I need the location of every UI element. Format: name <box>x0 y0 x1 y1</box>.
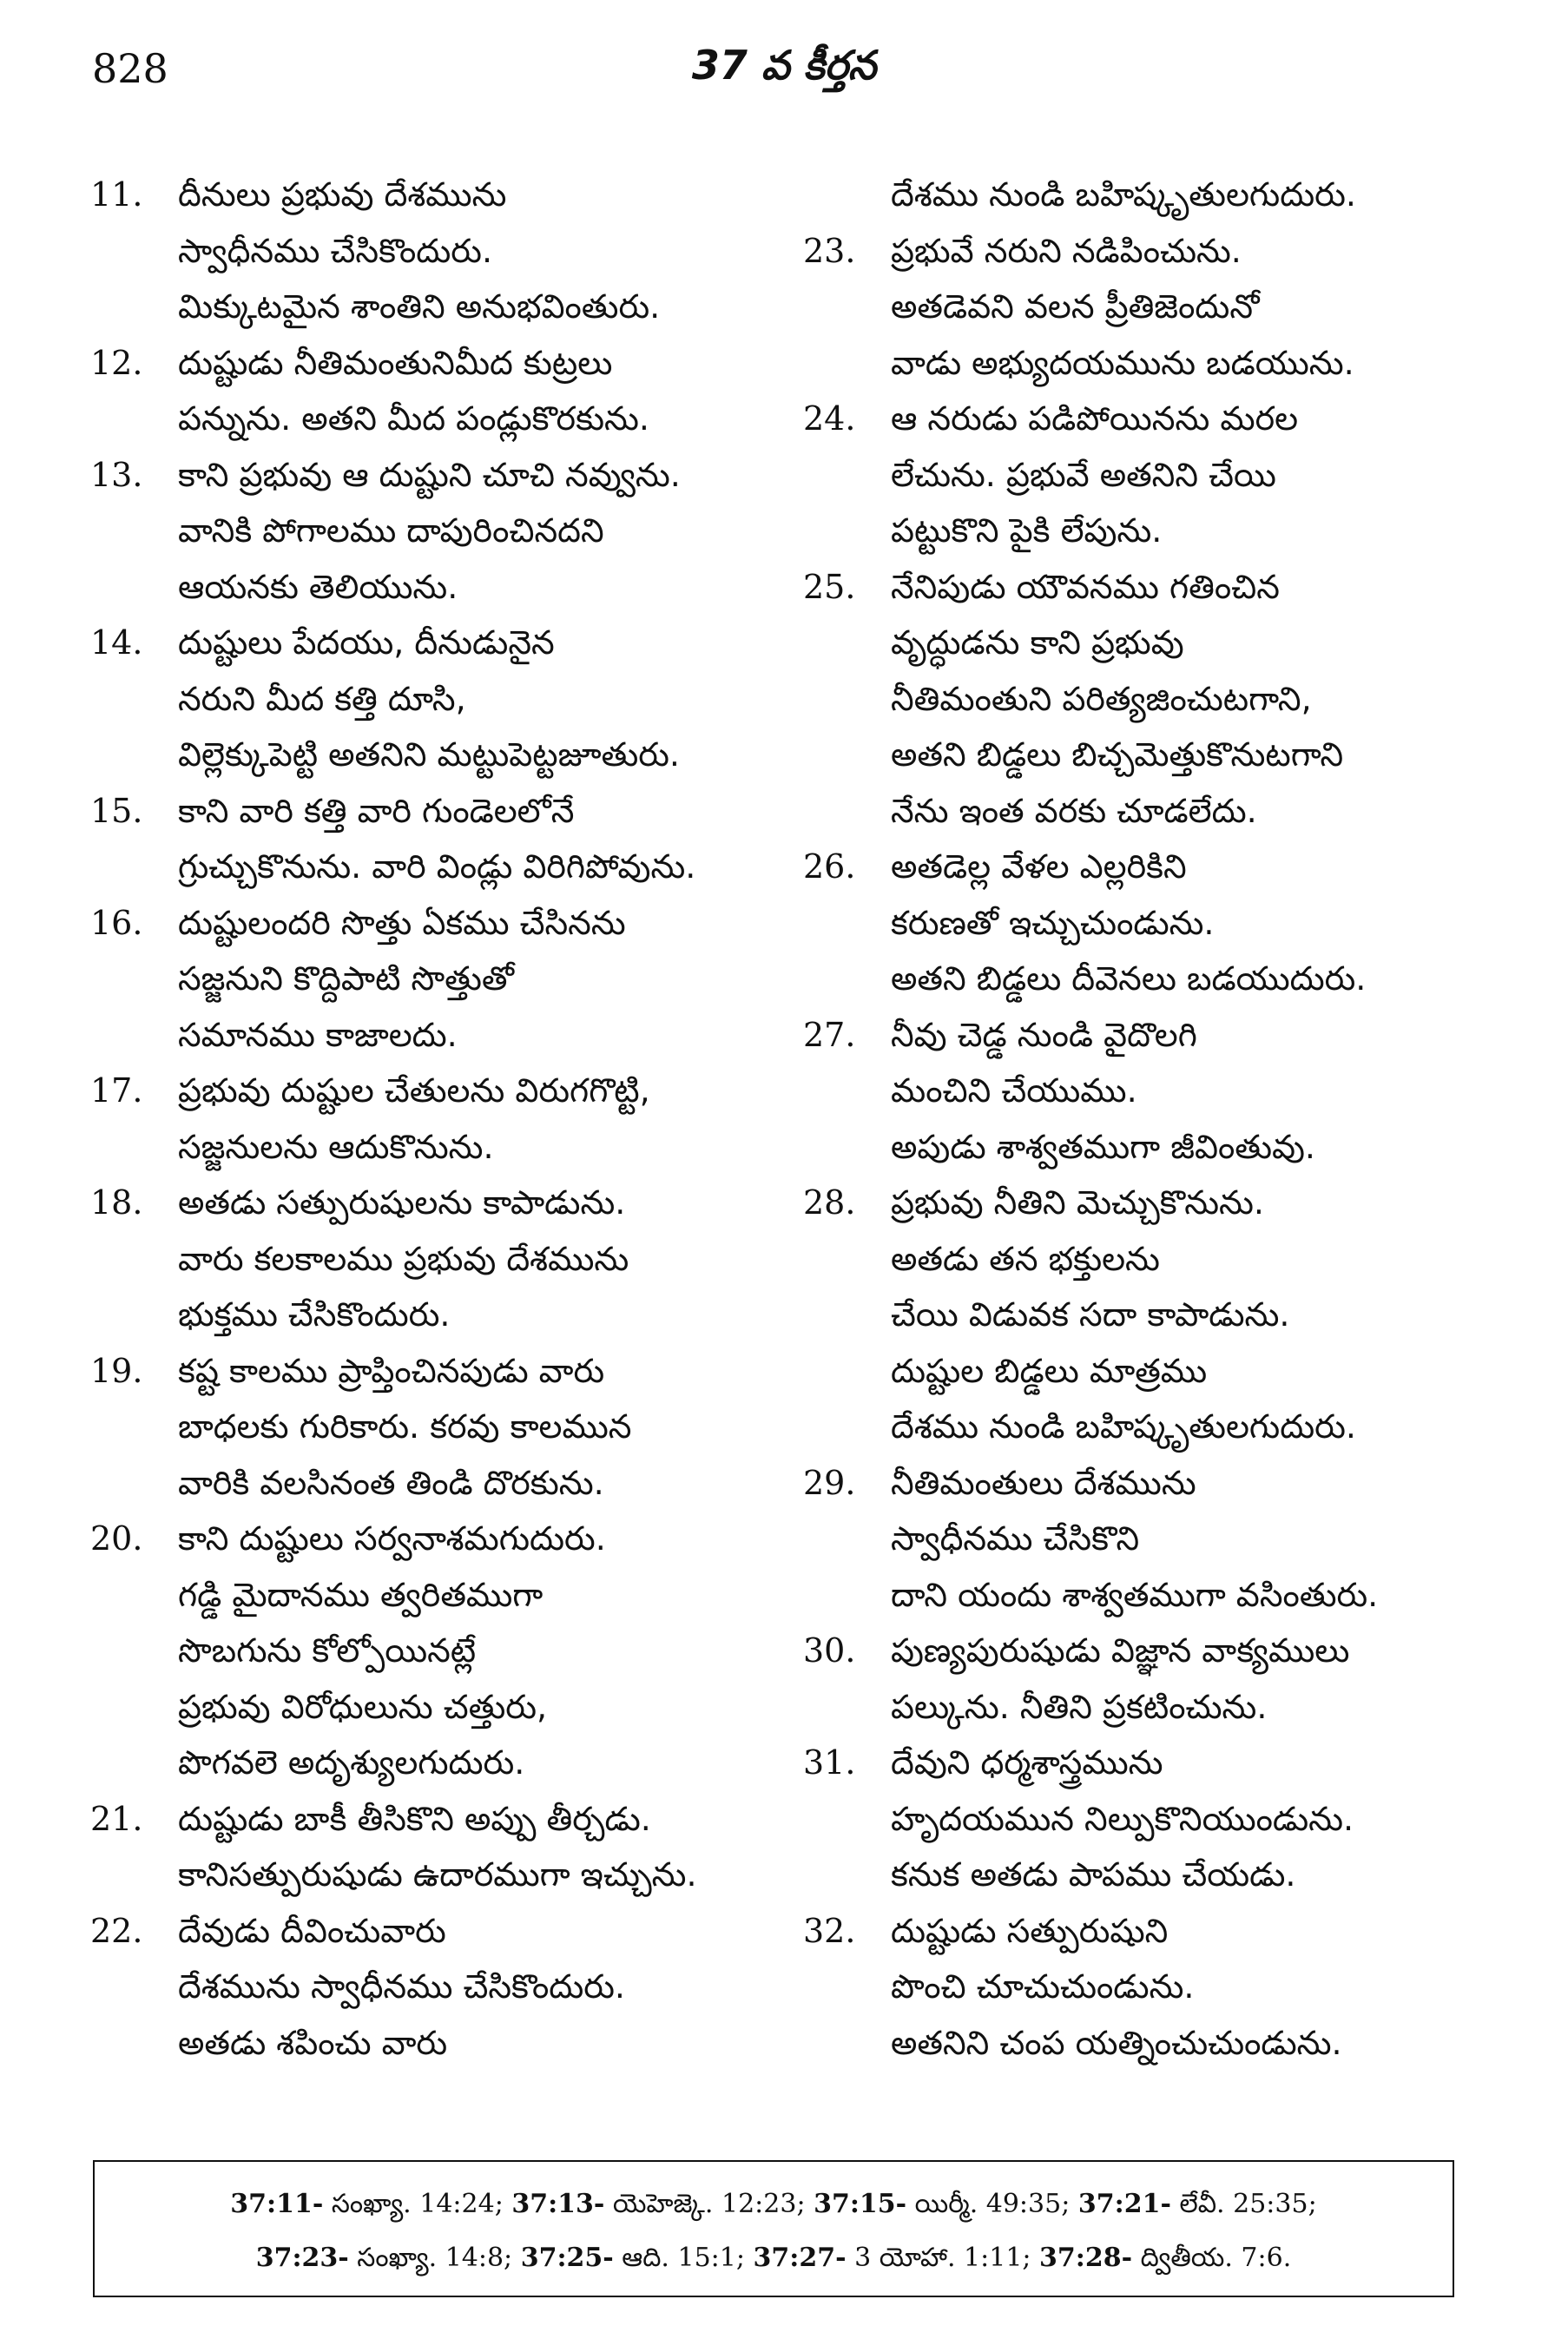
verse-line <box>803 1399 1498 1455</box>
verse-line <box>90 1343 776 1400</box>
verse-text: అతడు శపించు వారు <box>178 2023 448 2062</box>
footnote-citation: లేవీ. 25:35; <box>1170 2189 1317 2219</box>
verse-text: వృద్ధుడను కాని ప్రభువు <box>891 623 1184 662</box>
verse-line <box>90 1623 776 1679</box>
verse-line <box>90 1455 776 1512</box>
verse-line <box>90 335 776 392</box>
verse-text: పొగవలె అదృశ్యులగుదురు. <box>178 1743 525 1782</box>
footnote-citation: ద్వితీయ. 7:6. <box>1132 2243 1292 2273</box>
verse-line <box>803 1623 1498 1679</box>
verse-text: దీనులు ప్రభువు దేశమును <box>178 175 507 214</box>
verse-line <box>90 167 776 223</box>
verse-line <box>90 1511 776 1567</box>
page-title: 37 వ కీర్తన <box>691 42 877 89</box>
verse-number: 14. <box>90 623 143 662</box>
verse-text: భుక్తము చేసికొందురు. <box>178 1295 451 1334</box>
verse-number: 26. <box>803 847 856 886</box>
verse-text: వాడు అభ్యుదయమును బడయును. <box>891 343 1354 382</box>
verse-line <box>803 1679 1498 1736</box>
verse-line <box>90 1847 776 1903</box>
verse-line <box>803 1791 1498 1848</box>
verse-line <box>90 671 776 728</box>
footnote-citation: సంఖ్యా. 14:8; <box>348 2243 521 2273</box>
verse-line <box>803 1959 1498 2015</box>
verse-text: దుష్టుడు నీతిమంతునిమీద కుట్రలు <box>178 343 613 382</box>
verse-text: నీతిమంతుని పరిత్యజించుటగాని, <box>891 679 1312 718</box>
verse-number: 18. <box>90 1183 143 1222</box>
verse-number: 17. <box>90 1071 143 1110</box>
verse-line <box>90 951 776 1007</box>
verse-line <box>803 335 1498 392</box>
verse-text: బాధలకు గురికారు. కరవు కాలమున <box>178 1407 632 1446</box>
verse-text: నరుని మీద కత్తి దూసి, <box>178 679 466 718</box>
verse-line <box>803 1175 1498 1231</box>
verse-line <box>90 2015 776 2072</box>
verse-text: విల్లెక్కుపెట్టి అతనిని మట్టుపెట్టజూతురు. <box>178 735 681 774</box>
verse-line <box>90 279 776 335</box>
verse-line <box>90 391 776 447</box>
verse-line <box>90 1175 776 1231</box>
verse-line <box>803 1455 1498 1512</box>
verse-line <box>803 951 1498 1007</box>
verse-text: కనుక అతడు పాపము చేయడు. <box>891 1855 1296 1894</box>
verse-line <box>803 167 1498 223</box>
verse-number: 27. <box>803 1015 856 1054</box>
verse-number: 21. <box>90 1799 143 1838</box>
verse-line <box>90 503 776 559</box>
verse-line <box>90 1959 776 2015</box>
verse-text: సజ్జనులను ఆదుకొనును. <box>178 1127 494 1166</box>
verse-number: 24. <box>803 399 856 438</box>
verse-text: పట్టుకొని పైకి లేపును. <box>891 511 1163 550</box>
verse-text: ఆయనకు తెలియును. <box>178 567 458 606</box>
verse-line <box>803 279 1498 335</box>
verse-text: దేశము నుండి బహిష్కృతులగుదురు. <box>891 175 1356 214</box>
verse-number: 25. <box>803 567 856 606</box>
verse-text: అతని బిడ్డలు దీవెనలు బడయుదురు. <box>891 959 1367 998</box>
verse-text: ప్రభువే నరుని నడిపించును. <box>891 231 1242 270</box>
verse-text: ప్రభువు దుష్టుల చేతులను విరుగగొట్టి, <box>178 1071 650 1110</box>
footnote-citation: యిర్మీ. 49:35; <box>906 2189 1078 2219</box>
verse-text: పుణ్యపురుషుడు విజ్ఞాన వాక్యములు <box>891 1631 1350 1670</box>
verse-text: ప్రభువు నీతిని మెచ్చుకొనును. <box>891 1183 1264 1222</box>
verse-line <box>803 1735 1498 1791</box>
verse-text: కానిసత్పురుషుడు ఉదారముగా ఇచ్చును. <box>178 1855 697 1894</box>
verse-number: 19. <box>90 1351 143 1390</box>
footnote-reference: 37:13- <box>511 2189 605 2219</box>
footnote-citation: 3 యోహా. 1:11; <box>846 2243 1040 2273</box>
verse-line <box>90 1791 776 1848</box>
verse-text: నేనిపుడు యౌవనము గతించిన <box>891 567 1280 606</box>
verse-line <box>803 503 1498 559</box>
footnote-line <box>112 2177 1435 2231</box>
verse-text: స్వాధీనము చేసికొందురు. <box>178 231 493 270</box>
verse-text: కాని వారి కత్తి వారి గుండెలలోనే <box>178 791 575 830</box>
footnote-citation: సంఖ్యా. 14:24; <box>323 2189 512 2219</box>
verse-text: కష్ట కాలము ప్రాప్తించినపుడు వారు <box>178 1351 605 1390</box>
verse-number: 29. <box>803 1463 856 1502</box>
footnote-citation: యెహెజ్కె. 12:23; <box>604 2189 814 2219</box>
verse-text: వారు కలకాలము ప్రభువు దేశమును <box>178 1239 629 1278</box>
verse-line <box>90 1119 776 1176</box>
verse-text: అతనిని చంప యత్నించుచుండును. <box>891 2023 1342 2062</box>
verse-text: నీతిమంతులు దేశమును <box>891 1463 1196 1502</box>
verse-number: 20. <box>90 1519 143 1558</box>
verse-line <box>90 1903 776 1960</box>
verse-text: దుష్టులు పేదయు, దీనుడునైన <box>178 623 555 662</box>
verse-text: దేవుడు దీవించువారు <box>178 1911 446 1950</box>
verse-line <box>803 1063 1498 1119</box>
verse-text: దేశము నుండి బహిష్కృతులగుదురు. <box>891 1407 1356 1446</box>
verse-text: వానికి పోగాలము దాపురించినదని <box>178 511 604 550</box>
verse-text: గడ్డి మైదానము త్వరితముగా <box>178 1575 544 1614</box>
verse-line <box>803 839 1498 895</box>
verse-text: వారికి వలసినంత తిండి దొరకును. <box>178 1463 604 1502</box>
verse-text: దుష్టుల బిడ్డలు మాత్రము <box>891 1351 1208 1390</box>
footnote-reference: 37:25- <box>520 2243 614 2273</box>
verse-text: దేశమును స్వాధీనము చేసికొందురు. <box>178 1967 626 2006</box>
verse-line <box>90 559 776 616</box>
verse-text: సజ్జనుని కొద్దిపాటి సొత్తుతో <box>178 959 514 998</box>
verse-number: 16. <box>90 903 143 942</box>
verse-text: దాని యందు శాశ్వతముగా వసింతురు. <box>891 1575 1379 1614</box>
footnote-reference: 37:23- <box>255 2243 349 2273</box>
verse-line <box>90 615 776 671</box>
verse-number: 30. <box>803 1631 856 1670</box>
verse-line <box>90 1399 776 1455</box>
verse-text: స్వాధీనము చేసికొని <box>891 1519 1140 1558</box>
verse-line <box>90 839 776 895</box>
verse-line <box>803 1343 1498 1400</box>
verse-text: అతని బిడ్డలు బిచ్చమెత్తుకొనుటగాని <box>891 735 1344 774</box>
verse-text: అపుడు శాశ్వతముగా జీవింతువు. <box>891 1127 1315 1166</box>
verse-line <box>803 1903 1498 1960</box>
footnote-line <box>112 2231 1435 2285</box>
verse-text: సమానము కాజాలదు. <box>178 1015 458 1054</box>
verse-line <box>803 391 1498 447</box>
verse-line <box>90 727 776 783</box>
verse-text: పొంచి చూచుచుండును. <box>891 1967 1195 2006</box>
verse-text: చేయి విడువక సదా కాపాడును. <box>891 1295 1290 1334</box>
verse-line <box>803 447 1498 504</box>
verse-text: పన్నును. అతని మీద పండ్లుకొరకును. <box>178 399 649 438</box>
verse-line <box>803 671 1498 728</box>
verse-line <box>90 1231 776 1288</box>
verse-line <box>90 1679 776 1736</box>
verse-number: 15. <box>90 791 143 830</box>
verse-text: గ్రుచ్చుకొనును. వారి విండ్లు విరిగిపోవును. <box>178 847 696 886</box>
verse-number: 31. <box>803 1743 856 1782</box>
verse-number: 22. <box>90 1911 143 1950</box>
verse-line <box>803 1567 1498 1624</box>
verse-line <box>803 895 1498 952</box>
verse-text: ప్రభువు విరోధులును చత్తురు, <box>178 1687 548 1726</box>
verse-text: మిక్కుటమైన శాంతిని అనుభవింతురు. <box>178 287 661 326</box>
right-column <box>803 167 1498 2071</box>
footnote-reference: 37:28- <box>1039 2243 1133 2273</box>
verse-line <box>803 727 1498 783</box>
verse-line <box>90 895 776 952</box>
footnote-citation: ఆది. 15:1; <box>613 2243 754 2273</box>
verse-text: దేవుని ధర్మశాస్త్రమును <box>891 1743 1163 1782</box>
verse-line <box>803 1847 1498 1903</box>
verse-line <box>90 1735 776 1791</box>
footnote-reference: 37:11- <box>230 2189 324 2219</box>
verse-text: దుష్టుడు సత్పురుషుని <box>891 1911 1169 1950</box>
cross-reference-box <box>93 2160 1454 2297</box>
verse-text: దుష్టులందరి సొత్తు ఏకము చేసినను <box>178 903 626 942</box>
verse-text: దుష్టుడు బాకీ తీసికొని అప్పు తీర్చడు. <box>178 1799 651 1838</box>
verse-text: నేను ఇంత వరకు చూడలేదు. <box>891 791 1257 830</box>
verse-text: నీవు చెడ్డ నుండి వైదొలగి <box>891 1015 1197 1054</box>
verse-text: అతడెవని వలన ప్రీతిజెందునో <box>891 287 1260 326</box>
verse-number: 28. <box>803 1183 856 1222</box>
verse-line <box>90 1063 776 1119</box>
verse-text: లేచును. ప్రభువే అతనిని చేయి <box>891 455 1276 494</box>
verse-line <box>803 1511 1498 1567</box>
verse-text: అతడు తన భక్తులను <box>891 1239 1160 1278</box>
verse-line <box>90 447 776 504</box>
verse-line <box>803 223 1498 280</box>
verse-number: 12. <box>90 343 143 382</box>
left-column <box>90 167 776 2071</box>
verse-text: పల్కును. నీతిని ప్రకటించును. <box>891 1687 1268 1726</box>
verse-text: మంచిని చేయుము. <box>891 1071 1137 1110</box>
footnote-reference: 37:27- <box>753 2243 847 2273</box>
verse-line <box>803 1007 1498 1064</box>
verse-line <box>803 783 1498 840</box>
verse-line <box>90 1287 776 1343</box>
verse-line <box>803 1119 1498 1176</box>
verse-text: హృదయమున నిల్పుకొనియుండును. <box>891 1799 1354 1838</box>
verse-text: కాని ప్రభువు ఆ దుష్టుని చూచి నవ్వును. <box>178 455 681 494</box>
verse-text: సొబగును కోల్పోయినట్లే <box>178 1631 477 1670</box>
verse-line <box>90 1007 776 1064</box>
verse-line <box>90 1567 776 1624</box>
verse-text: ఆ నరుడు పడిపోయినను మరల <box>891 399 1299 438</box>
verse-number: 11. <box>90 175 143 214</box>
verse-line <box>803 1231 1498 1288</box>
verse-number: 13. <box>90 455 143 494</box>
verse-number: 32. <box>803 1911 856 1950</box>
verse-number: 23. <box>803 231 856 270</box>
footnote-reference: 37:21- <box>1077 2189 1171 2219</box>
verse-text: కాని దుష్టులు సర్వనాశమగుదురు. <box>178 1519 606 1558</box>
verse-line <box>803 615 1498 671</box>
verse-line <box>90 223 776 280</box>
verse-text: అతడెల్ల వేళల ఎల్లరికిని <box>891 847 1187 886</box>
verse-line <box>803 559 1498 616</box>
footnote-reference: 37:15- <box>814 2189 907 2219</box>
verse-text: కరుణతో ఇచ్చుచుండును. <box>891 903 1215 942</box>
verse-line <box>803 2015 1498 2072</box>
verse-line <box>90 783 776 840</box>
page-number: 828 <box>92 45 168 92</box>
verse-text: అతడు సత్పురుషులను కాపాడును. <box>178 1183 626 1222</box>
verse-line <box>803 1287 1498 1343</box>
